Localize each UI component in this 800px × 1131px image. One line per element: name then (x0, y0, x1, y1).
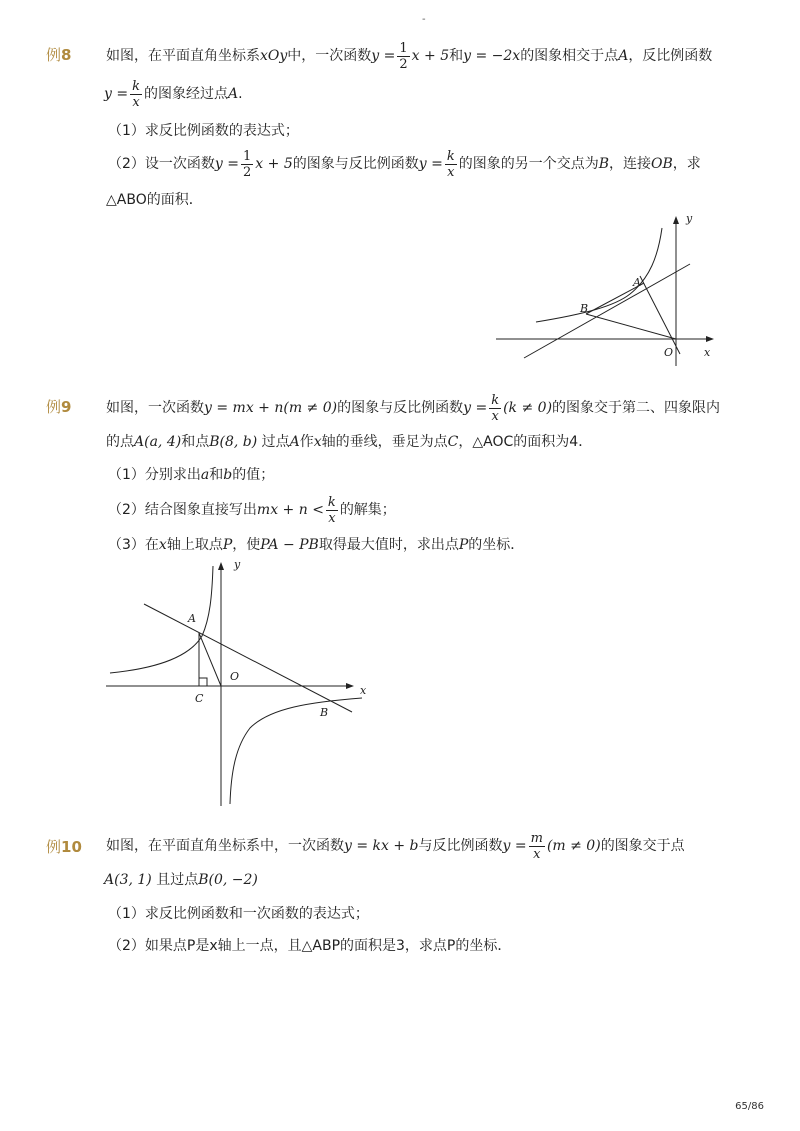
fraction-denominator: x (533, 846, 541, 862)
text: ，求 (672, 156, 701, 172)
math-expr: PA − PB (260, 537, 319, 553)
math-point: A (227, 86, 239, 102)
text: 的值； (232, 467, 275, 483)
text: 的图象相交于点 (520, 48, 619, 64)
text: ，使 (232, 537, 261, 553)
example-9-question-2 (108, 490, 396, 530)
fraction-numerator: k (132, 78, 140, 94)
math-point: B(8, b) (209, 434, 258, 450)
text: 的图象与反比例函数 (292, 156, 419, 172)
fraction-numerator: k (327, 494, 336, 510)
hyperbola-branch-upper (110, 566, 213, 673)
fraction-k-over-x (130, 79, 142, 110)
fraction-numerator: k (491, 392, 500, 408)
math-expr: y = −2x (463, 48, 521, 64)
y-axis-label: y (686, 212, 693, 225)
math-var: a (200, 467, 210, 483)
x-axis-arrow (706, 336, 714, 342)
fraction-denominator: x (132, 94, 140, 110)
example-label-number: 9 (61, 398, 72, 416)
math-condition: (k ≠ 0) (503, 400, 553, 416)
math-point: B(0, −2) (198, 872, 258, 888)
text: 过点 (257, 434, 290, 450)
text: （2）设一次函数 (108, 156, 215, 172)
linear-function-line (524, 264, 690, 358)
example-10-question-1: （1）求反比例函数和一次函数的表达式； (108, 906, 369, 922)
text: 的图象与反比例函数 (337, 400, 464, 416)
math-y: y = (214, 156, 240, 172)
math-point: A(a, 4) (134, 434, 182, 450)
text: 轴的垂线，垂足为点 (321, 434, 448, 450)
example-label-prefix: 例 (46, 398, 62, 416)
text: . (238, 86, 243, 102)
math-expr: x + 5 (411, 48, 450, 64)
fraction-numerator: m (530, 830, 543, 846)
fraction-denominator: 2 (243, 164, 252, 180)
example-9-line-2 (106, 432, 592, 452)
fraction-half (397, 41, 409, 72)
fraction-denominator: x (491, 408, 499, 424)
math-expr: mx + n < (256, 502, 324, 518)
text: 的图象交于第二、四象限内 (552, 400, 721, 416)
math-point: A (289, 434, 300, 450)
math-y: y = (371, 48, 396, 64)
hyperbola-curve (536, 228, 662, 322)
point-b-label: B (320, 706, 329, 719)
math-var: x (158, 537, 167, 553)
text: 的点 (106, 434, 134, 450)
fraction-numerator: k (446, 148, 455, 164)
math-expr: y = kx + b (344, 838, 419, 854)
example-8-line-1 (106, 38, 712, 74)
hyperbola-branch-lower (230, 698, 362, 804)
example-10-line-1 (106, 826, 685, 866)
math-point: A (618, 48, 629, 64)
text: 的坐标． (468, 537, 525, 553)
y-axis-arrow (673, 216, 679, 224)
text: 轴上取点 (166, 537, 223, 553)
fraction-denominator: x (328, 510, 336, 526)
text: 的解集； (339, 502, 396, 518)
text: 与反比例函数 (418, 838, 503, 854)
math-condition: (m ≠ 0) (546, 838, 601, 854)
text: 和点 (181, 434, 210, 450)
math-var: b (223, 467, 233, 483)
fraction-k-over-x (445, 149, 457, 180)
example-8-graph (490, 206, 720, 370)
text: 如图，一次函数 (106, 400, 204, 416)
y-axis-arrow (218, 562, 224, 570)
math-y: y = (104, 86, 129, 102)
example-10-line-2 (104, 870, 258, 890)
example-9-line-1 (106, 388, 720, 428)
example-10-question-2: （2）如果点P是x轴上一点，且△ABP的面积是3，求点P的坐标． (108, 938, 512, 954)
text: （2）结合图象直接写出 (108, 502, 257, 518)
math-segment: OB (651, 156, 673, 172)
fraction-denominator: x (447, 164, 455, 180)
x-axis-label: x (704, 346, 711, 359)
example-label-number: 10 (61, 838, 82, 856)
example-label-prefix: 例 (46, 838, 62, 856)
point-a-label: A (633, 276, 641, 289)
point-c-label: C (195, 692, 204, 705)
example-8-question-2-tail: △ABO的面积． (106, 192, 203, 208)
origin-label: O (230, 670, 240, 683)
text: 作 (299, 434, 314, 450)
text: （1）分别求出 (108, 467, 201, 483)
x-axis-arrow (346, 683, 354, 689)
math-xoy: xOy (260, 48, 288, 64)
example-9-graph (100, 556, 380, 812)
fraction-k-over-x (489, 393, 501, 424)
math-var: x (313, 434, 322, 450)
fraction-numerator: 1 (399, 40, 408, 56)
text: 如图，在平面直角坐标系 (106, 48, 260, 64)
math-point: P (458, 537, 469, 553)
right-angle-mark (199, 678, 207, 686)
header-mark: - (422, 14, 426, 25)
math-y: y = (502, 838, 527, 854)
example-8-question-2 (108, 146, 701, 182)
text: ，△AOC的面积为4． (458, 434, 593, 450)
example-label-number: 8 (61, 46, 72, 64)
example-label-prefix: 例 (46, 46, 62, 64)
text: ，连接 (609, 156, 652, 172)
text: 的图象经过点 (143, 86, 228, 102)
y-axis-label: y (234, 558, 241, 571)
text: 的图象交于点 (600, 838, 685, 854)
fraction-numerator: 1 (243, 148, 252, 164)
segment-ob (586, 314, 676, 339)
math-point: B (598, 156, 610, 172)
point-a-label: A (188, 612, 196, 625)
fraction-denominator: 2 (399, 56, 408, 72)
text: ，反比例函数 (628, 48, 713, 64)
x-axis-label: x (360, 684, 367, 697)
text: 如图，在平面直角坐标系中，一次函数 (106, 838, 344, 854)
text: 和 (209, 467, 224, 483)
text: 且过点 (151, 872, 199, 888)
fraction-k-over-x (326, 495, 338, 526)
origin-label: O (664, 346, 674, 359)
text: 取得最大值时，求出点 (318, 537, 459, 553)
math-y: y = (418, 156, 443, 172)
math-point: A(3, 1) (104, 872, 152, 888)
text: （3）在 (108, 537, 159, 553)
math-point: C (447, 434, 459, 450)
line-y-neg-2x (640, 276, 680, 354)
point-b-label: B (580, 302, 589, 315)
example-8-line-2 (104, 76, 243, 112)
math-point: P (222, 537, 233, 553)
fraction-m-over-x (529, 831, 545, 862)
text: 中，一次函数 (287, 48, 372, 64)
example-9-question-1 (108, 465, 274, 485)
fraction-half (241, 149, 253, 180)
math-expr: y = mx + n(m ≠ 0) (204, 400, 338, 416)
page-number: 65/86 (735, 1101, 764, 1112)
text: 和 (449, 48, 464, 64)
math-y: y = (463, 400, 488, 416)
example-9-question-3 (108, 535, 524, 555)
example-8-label (46, 44, 71, 65)
example-9-label (46, 396, 71, 417)
text: 的图象的另一个交点为 (458, 156, 599, 172)
example-8-question-1: （1）求反比例函数的表达式； (108, 123, 299, 139)
example-10-label (46, 836, 82, 857)
math-expr: x + 5 (255, 156, 293, 172)
